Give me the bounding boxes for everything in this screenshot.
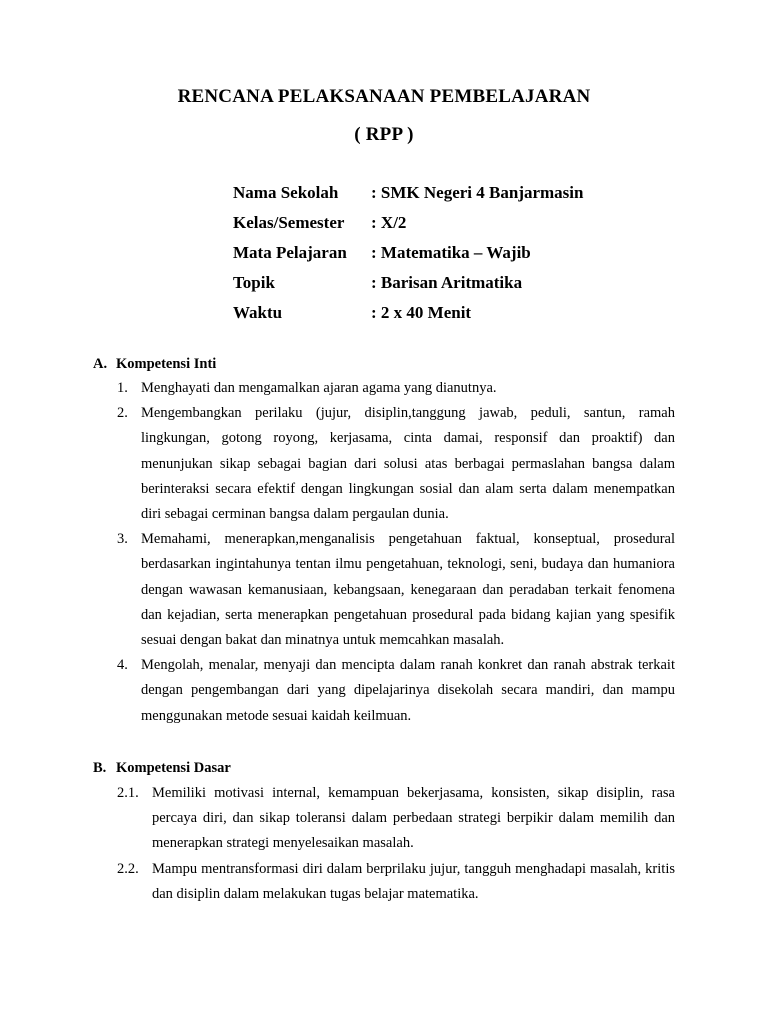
item-text: Memiliki motivasi internal, kemampuan bekerjasama, konsisten, sikap disiplin, rasa percaya diri, dan sikap toleransi dalam perbedaan strategi berpikir dalam memilih dan menerapkan strategi menyelesaikan masalah. <box>152 785 675 852</box>
info-value: : Matematika – Wajib <box>371 243 531 262</box>
item-number: 2.2. <box>117 860 139 877</box>
info-label: Nama Sekolah <box>233 183 339 202</box>
list-item <box>117 653 675 729</box>
item-text: Mengembangkan perilaku (jujur, disiplin,tanggung jawab, peduli, santun, ramah lingkungan, gotong royong, kerjasama, cinta damai, responsif dan proaktif) dan menunjukan sikap sebagai bagian dari solusi atas berbagai permaslahan bangsa dalam berinteraksi secara efektif dengan lingkungan sosial dan alam serta dalam menempatkan diri sebagai cerminan bangsa dalam pergaulan dunia. <box>141 405 675 523</box>
item-number: 1. <box>117 380 128 396</box>
item-number: 4. <box>117 657 128 674</box>
list-item <box>117 376 675 401</box>
section-b-heading <box>93 760 231 777</box>
list-item <box>117 781 675 857</box>
info-value: : X/2 <box>371 213 407 232</box>
kompetensi-dasar-list <box>117 781 675 907</box>
section-title: Kompetensi Inti <box>116 356 217 372</box>
info-label: Topik <box>233 273 275 292</box>
list-item <box>117 401 675 527</box>
info-value: : Barisan Aritmatika <box>371 273 523 292</box>
section-letter: A. <box>93 356 108 372</box>
item-number: 2. <box>117 405 128 422</box>
document-subtitle: ( RPP ) <box>354 124 414 145</box>
info-value: : SMK Negeri 4 Banjarmasin <box>371 183 584 202</box>
list-item <box>117 857 675 907</box>
section-letter: B. <box>93 760 107 776</box>
item-text: Menghayati dan mengamalkan ajaran agama yang dianutnya. <box>141 380 497 396</box>
kompetensi-inti-list <box>117 376 675 729</box>
info-value: : 2 x 40 Menit <box>371 303 472 322</box>
info-label: Waktu <box>233 303 283 322</box>
item-number: 3. <box>117 531 128 548</box>
section-title: Kompetensi Dasar <box>116 760 231 776</box>
item-text: Mampu mentransformasi diri dalam berprilaku jujur, tangguh menghadapi masalah, kritis dan disiplin dalam melakukan tugas belajar matematika. <box>152 860 675 902</box>
list-item <box>117 527 675 653</box>
info-label: Kelas/Semester <box>233 213 345 232</box>
item-text: Memahami, menerapkan,menganalisis pengetahuan faktual, konseptual, prosedural berdasarkan ingintahunya tentan ilmu pengetahuan, teknologi, seni, budaya dan humaniora dengan wawasan kemanusiaan, kebangsaan, kenegaraan dan peradaban terkait fenomena dan kejadian, serta menerapkan pengetahuan prosedural pada bidang kajian yang spesifik sesuai dengan bakat dan minatnya untuk memcahkan masalah. <box>141 531 675 649</box>
item-text: Mengolah, menalar, menyaji dan mencipta dalam ranah konkret dan ranah abstrak terkait dengan pengembangan dari yang dipelajarinya disekolah secara mandiri, dan mampu menggunakan metode sesuai kaidah keilmuan. <box>141 657 675 724</box>
section-a-heading <box>93 356 216 373</box>
document-title: RENCANA PELAKSANAAN PEMBELAJARAN <box>177 86 591 107</box>
info-label: Mata Pelajaran <box>233 243 347 262</box>
item-number: 2.1. <box>117 785 139 801</box>
